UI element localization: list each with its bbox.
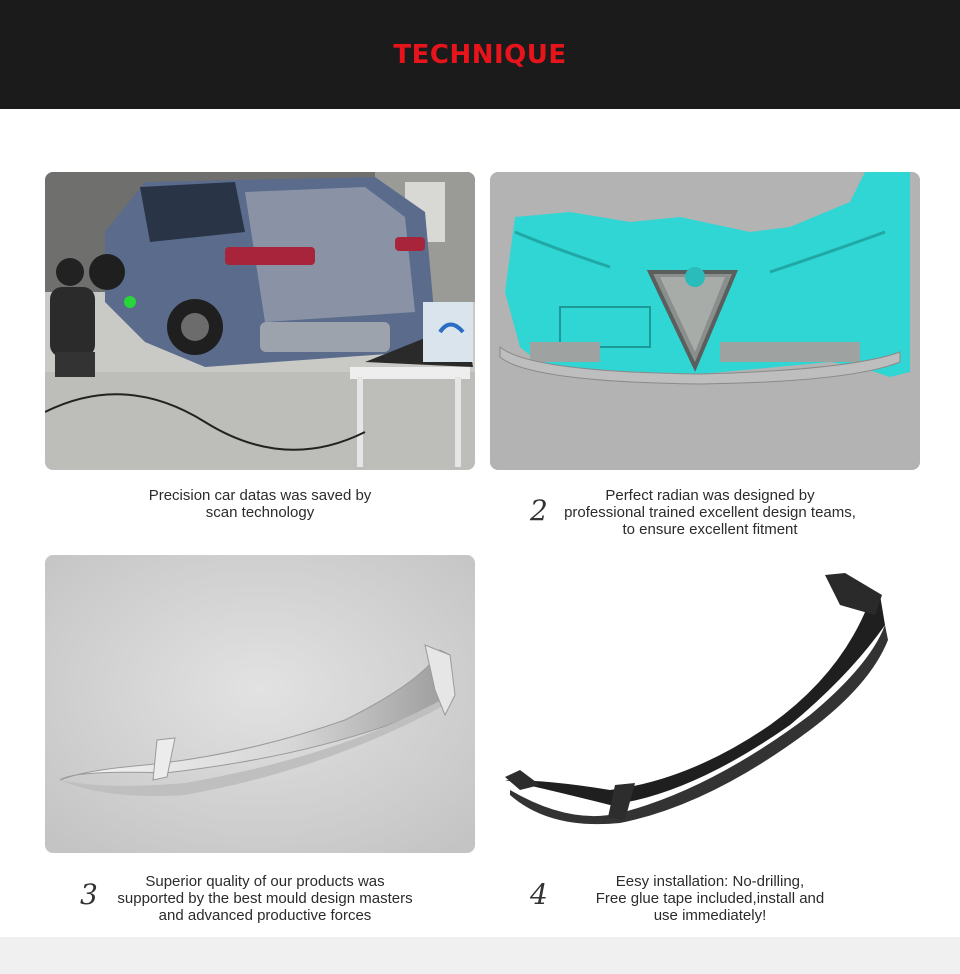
mould-render-image bbox=[45, 555, 475, 853]
page-title: TECHNIQUE bbox=[393, 39, 567, 70]
caption-3-line-2: supported by the best mould design masters bbox=[117, 890, 413, 907]
caption-1 bbox=[45, 487, 475, 521]
product-photo bbox=[490, 555, 920, 853]
caption-3-line-3: and advanced productive forces bbox=[158, 907, 372, 924]
caption-2-line-1: Perfect radian was designed by bbox=[605, 487, 815, 504]
caption-4-line-2: Free glue tape included,install and bbox=[595, 890, 825, 907]
scan-model-image bbox=[490, 172, 920, 470]
caption-2-line-2: professional trained excellent design teams, bbox=[564, 504, 856, 521]
caption-3 bbox=[50, 873, 480, 924]
header-bar bbox=[0, 0, 960, 109]
caption-4-line-1: Eesy installation: No-drilling, bbox=[615, 873, 805, 890]
step-number-3: 3 bbox=[80, 878, 98, 911]
caption-2 bbox=[495, 487, 925, 538]
footer-strip bbox=[0, 937, 960, 974]
caption-2-line-3: to ensure excellent fitment bbox=[622, 521, 798, 538]
caption-3-line-1: Superior quality of our products was bbox=[145, 873, 385, 890]
step-number-4: 4 bbox=[530, 878, 548, 911]
caption-4 bbox=[495, 873, 925, 924]
scan-photo bbox=[45, 172, 475, 470]
caption-4-line-3: use immediately! bbox=[653, 907, 767, 924]
caption-1-line-1: Precision car datas was saved by bbox=[148, 487, 372, 504]
caption-1-line-2: scan technology bbox=[205, 504, 315, 521]
step-number-2: 2 bbox=[530, 494, 548, 527]
